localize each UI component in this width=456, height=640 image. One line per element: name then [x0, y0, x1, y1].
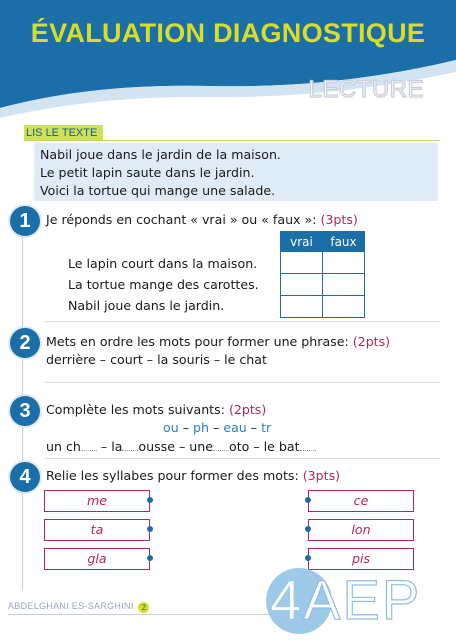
statement: Nabil joue dans le jardin. [68, 298, 225, 313]
reading-line: Nabil joue dans le jardin de la maison. [40, 147, 281, 162]
exercise-number-2: 2 [10, 328, 40, 358]
column-faux: faux [323, 232, 365, 252]
true-false-table [280, 231, 365, 318]
checkbox-cell[interactable] [323, 252, 365, 274]
connector-dot[interactable] [305, 526, 311, 532]
divider [44, 321, 440, 322]
footer-divider [8, 614, 308, 615]
section-subtitle: LECTURE [308, 76, 424, 103]
option: ou [163, 420, 179, 435]
blank[interactable] [213, 440, 229, 451]
divider [44, 382, 440, 383]
reading-text-box [34, 143, 438, 201]
exercise1-prompt: Je réponds en cochant « vrai » ou « faux »: (3pts) [46, 212, 358, 227]
exercise-number-1: 1 [10, 206, 40, 236]
exercise2-prompt: Mets en ordre les mots pour former une phrase: (2pts) [46, 334, 391, 349]
exercise-number-4: 4 [10, 462, 40, 492]
checkbox-cell[interactable] [281, 252, 323, 274]
exercise3-prompt: Complète les mots suivants: (2pts) [46, 402, 267, 417]
option: eau [223, 420, 247, 435]
letter-options: ou – ph – eau – tr [163, 420, 272, 435]
page-title: ÉVALUATION DIAGNOSTIQUE [30, 18, 426, 48]
connector-dot[interactable] [147, 526, 153, 532]
statement: Le lapin court dans la maison. [68, 256, 258, 271]
instruction-tag: LIS LE TEXTE [24, 125, 103, 140]
connector-dot[interactable] [147, 555, 153, 561]
page-number: 2 [138, 602, 149, 613]
checkbox-cell[interactable] [323, 296, 365, 318]
connector-dot[interactable] [305, 555, 311, 561]
exercise4-prompt: Relie les syllabes pour former des mots: (3pts) [46, 468, 341, 483]
syllable-right[interactable]: ce [308, 490, 414, 512]
blank[interactable] [300, 440, 316, 451]
connector-dot[interactable] [305, 497, 311, 503]
divider [24, 140, 440, 141]
statement: La tortue mange des carottes. [68, 277, 259, 292]
syllable-left[interactable]: me [44, 490, 150, 512]
connector-dot[interactable] [147, 497, 153, 503]
syllable-left[interactable]: ta [44, 519, 150, 541]
points-label: (2pts) [228, 402, 267, 417]
syllable-right[interactable]: pis [308, 548, 414, 570]
word-list: derrière – court – la souris – le chat [46, 352, 267, 367]
points-label: (3pts) [320, 212, 358, 227]
option: ph [193, 420, 209, 435]
reading-line: Le petit lapin saute dans le jardin. [40, 165, 255, 180]
grade-badge: 4AEP [270, 568, 422, 631]
syllable-right[interactable]: lon [308, 519, 414, 541]
checkbox-cell[interactable] [281, 274, 323, 296]
author-credit: ABDELGHANI ES-SARGHINI 2 [8, 601, 149, 613]
divider [44, 458, 440, 459]
column-vrai: vrai [281, 232, 323, 252]
exercise-number-3: 3 [10, 396, 40, 426]
reading-line: Voici la tortue qui mange une salade. [40, 183, 276, 198]
points-label: (3pts) [302, 468, 341, 483]
checkbox-cell[interactable] [281, 296, 323, 318]
option: tr [261, 420, 272, 435]
blank[interactable] [122, 440, 138, 451]
syllable-left[interactable]: gla [44, 548, 150, 570]
checkbox-cell[interactable] [323, 274, 365, 296]
blank[interactable] [81, 440, 97, 451]
points-label: (2pts) [352, 334, 391, 349]
fill-in-words: un ch – la ousse – une oto – le bat [46, 439, 316, 454]
